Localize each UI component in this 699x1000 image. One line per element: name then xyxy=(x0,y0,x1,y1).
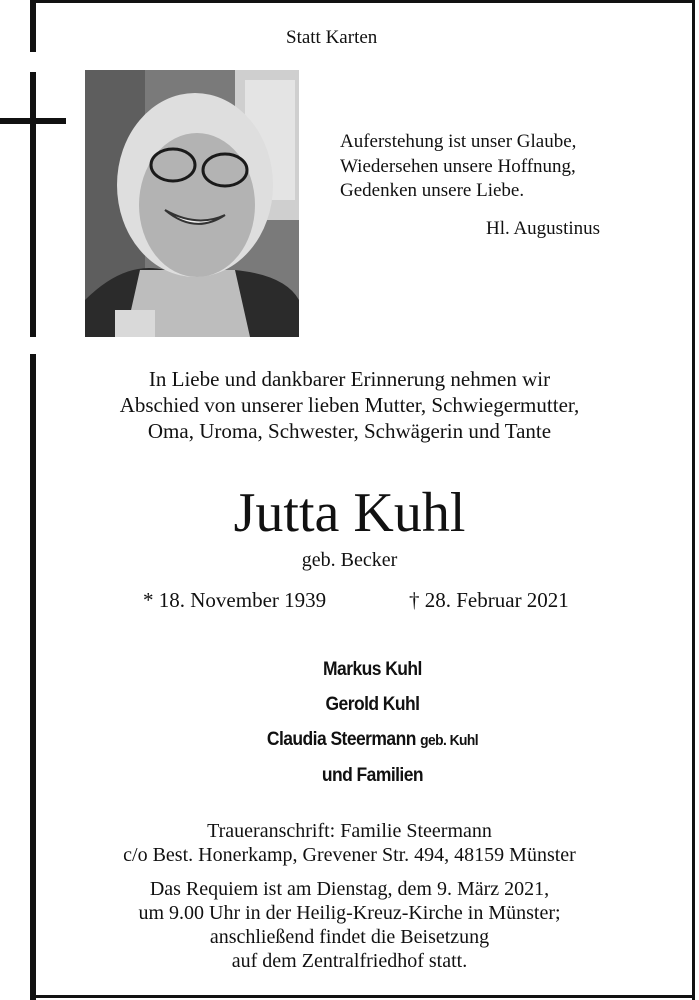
mourner-families: und Familien xyxy=(321,765,424,786)
address-line: c/o Best. Honerkamp, Grevener Str. 494, 48159 Münster xyxy=(123,844,576,866)
intro-line: Oma, Uroma, Schwester, Schwägerin und Tante xyxy=(147,419,552,443)
intro-line: In Liebe und dankbarer Erinnerung nehmen wir xyxy=(148,367,551,391)
verse-line: Wiedersehen unsere Hoffnung, xyxy=(340,155,576,177)
verse-line: Auferstehung ist unser Glaube, xyxy=(340,131,577,152)
mourner-name: Claudia Steermann xyxy=(266,729,416,750)
cross-vertical xyxy=(30,72,36,337)
birth-date: * 18. November 1939 xyxy=(143,588,327,612)
portrait-illustration xyxy=(85,70,299,337)
frame-bottom-line xyxy=(30,995,695,998)
requiem-info xyxy=(0,877,699,973)
cross-horizontal xyxy=(0,118,66,124)
requiem-line: Das Requiem ist am Dienstag, dem 9. März 2021, xyxy=(149,878,550,900)
header-label: Statt Karten xyxy=(286,27,378,48)
mourner-name-with-suffix xyxy=(28,722,699,758)
requiem-line: um 9.00 Uhr in der Heilig-Kreuz-Kirche in Münster; xyxy=(138,902,561,924)
address-line: Traueranschrift: Familie Steermann xyxy=(207,820,492,842)
mourner-name: Markus Kuhl xyxy=(323,659,422,680)
requiem-line: anschließend findet die Beisetzung xyxy=(209,926,490,948)
requiem-line: auf dem Zentralfriedhof statt. xyxy=(231,950,468,972)
mourner-name: Gerold Kuhl xyxy=(325,694,420,715)
mourners-list xyxy=(28,652,699,793)
frame-left-line-top xyxy=(30,0,36,52)
verse-quote xyxy=(340,130,576,204)
verse-line: Gedenken unsere Liebe. xyxy=(340,180,525,201)
maiden-name: geb. Becker xyxy=(301,549,398,571)
frame-top-line xyxy=(30,0,695,3)
portrait-photo xyxy=(85,70,299,337)
verse-author: Hl. Augustinus xyxy=(486,218,601,239)
death-date: † 28. Februar 2021 xyxy=(409,588,569,612)
mourner-maiden-suffix: geb. Kuhl xyxy=(420,732,479,749)
intro-text xyxy=(0,366,699,444)
deceased-name: Jutta Kuhl xyxy=(233,482,466,544)
intro-line: Abschied von unserer lieben Mutter, Schwiegermutter, xyxy=(119,393,580,417)
mourning-address xyxy=(0,819,699,867)
